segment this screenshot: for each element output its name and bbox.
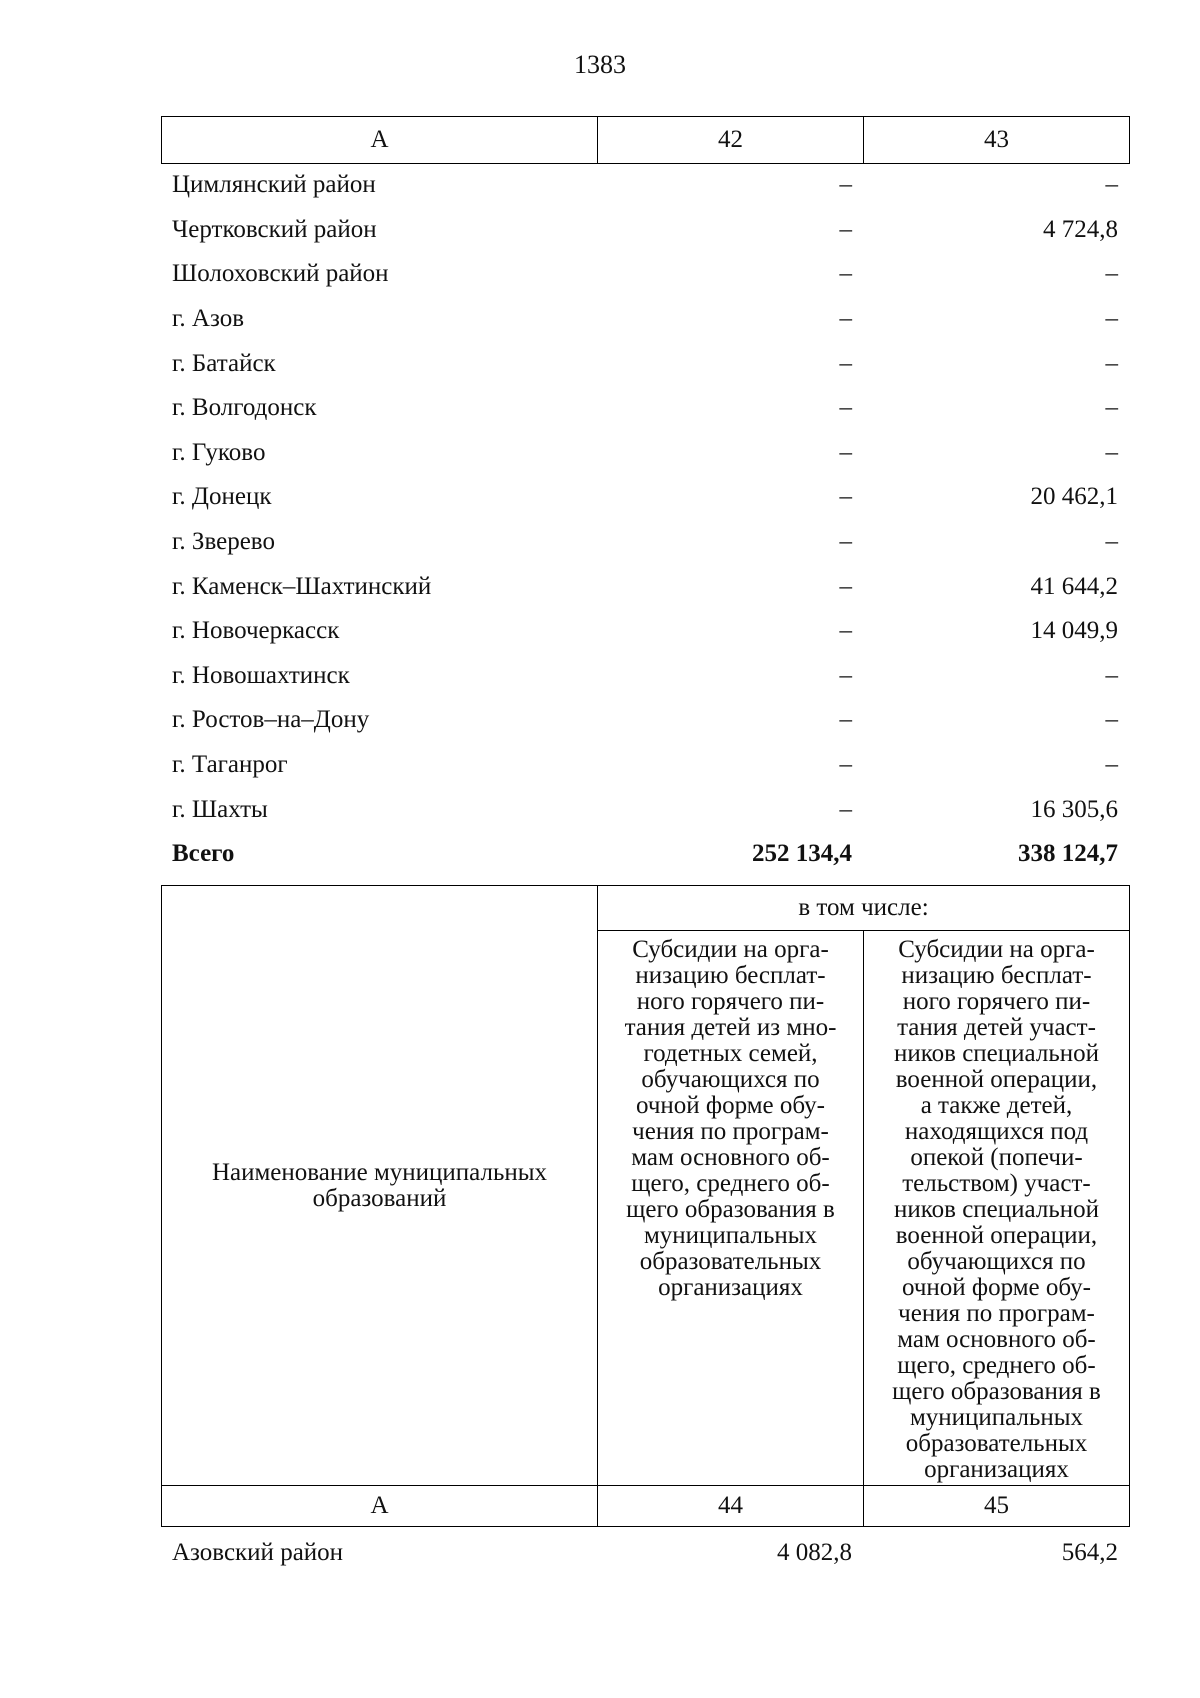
value-43: 20 462,1 [1030,483,1118,511]
table-row [161,743,1129,788]
table-row [161,698,1129,743]
table-row [161,431,1129,476]
table-row [161,341,1129,386]
value-42: – [839,349,852,377]
municipality-name-header: Наименование муниципальных образований [162,886,598,1486]
page-number: 1383 [574,50,626,79]
total-value-43: 338 124,7 [1018,840,1118,868]
table-row [161,520,1129,565]
value-43: 16 305,6 [1030,795,1118,823]
col-header-45: 45 [864,1486,1130,1527]
data-table-2 [161,1531,1129,1575]
value-43: – [1105,171,1118,199]
table-row [161,297,1129,342]
value-43: – [1105,305,1118,333]
value-42: – [839,483,852,511]
value-43: 14 049,9 [1030,617,1118,645]
value-43: – [1105,438,1118,466]
second-column-header [161,885,1130,1527]
including-header: в том числе: [598,886,1130,931]
table-row [161,787,1129,832]
table-row [161,609,1129,654]
table-row [161,386,1129,431]
value-42: – [839,528,852,556]
value-42: – [839,617,852,645]
value-42: – [839,260,852,288]
col-header-a: А [162,117,598,164]
col-header-a-2: А [162,1486,598,1527]
value-43: 4 724,8 [1043,215,1118,243]
municipality-name: г. Волгодонск [172,394,317,422]
value-43: – [1105,661,1118,689]
municipality-name: г. Батайск [172,349,276,377]
value-42: – [839,215,852,243]
top-column-header [161,116,1130,164]
value-43: – [1105,528,1118,556]
value-43: – [1105,260,1118,288]
municipality-name: г. Таганрог [172,751,288,779]
municipality-name: Шолоховский район [172,260,389,288]
table-row [161,654,1129,699]
municipality-name: г. Шахты [172,795,268,823]
municipality-name: г. Гуково [172,438,266,466]
value-43: – [1105,706,1118,734]
value-42: – [839,572,852,600]
value-42: – [839,706,852,734]
municipality-name: Чертковский район [172,215,377,243]
col-header-44: 44 [598,1486,864,1527]
value-42: – [839,305,852,333]
total-label: Всего [172,840,235,868]
municipality-name: г. Новочеркасск [172,617,340,645]
col-header-43: 43 [864,117,1130,164]
col-header-42: 42 [598,117,864,164]
total-value-42: 252 134,4 [752,840,852,868]
table-row [161,208,1129,253]
value-42: – [839,795,852,823]
municipality-name: Азовский район [172,1539,344,1566]
municipality-name: г. Новошахтинск [172,661,350,689]
value-43: – [1105,394,1118,422]
value-45: 564,2 [1061,1539,1118,1566]
value-42: – [839,171,852,199]
municipality-name: г. Ростов–на–Дону [172,706,370,734]
municipality-name: г. Донецк [172,483,272,511]
value-44: 4 082,8 [777,1539,852,1566]
value-42: – [839,438,852,466]
col-45-description: Субсидии на орга- низацию бесплат- ного горячего пи- тания детей участ- ников специальной военной операции, а также детей, находящихся под опекой (попечи- тельством) участ- ников специальной военной операции, обучающихся по очной форме обу- чения по програм- мам основного об- щего, среднего об- щего образования в муниципальных образовательных организациях [864,931,1130,1486]
col-44-description: Субсидии на орга- низацию бесплат- ного горячего пи- тания детей из мно- годетных семей, обучающихся по очной форме обу- чения по програм- мам основного об- щего, среднего об- щего образования в муниципальных образовательных организациях [598,931,864,1486]
value-43: – [1105,751,1118,779]
table-row [161,252,1129,297]
value-42: – [839,751,852,779]
municipality-name: г. Азов [172,305,245,333]
value-42: – [839,661,852,689]
total-row [161,832,1129,877]
table-row [161,1531,1129,1575]
table-row [161,475,1129,520]
municipality-name: г. Каменск–Шахтинский [172,572,432,600]
municipality-name: Цимлянский район [172,171,376,199]
value-42: – [839,394,852,422]
table-row [161,163,1129,208]
municipality-name: г. Зверево [172,528,275,556]
value-43: – [1105,349,1118,377]
data-table [161,163,1129,877]
value-43: 41 644,2 [1030,572,1118,600]
table-row [161,564,1129,609]
